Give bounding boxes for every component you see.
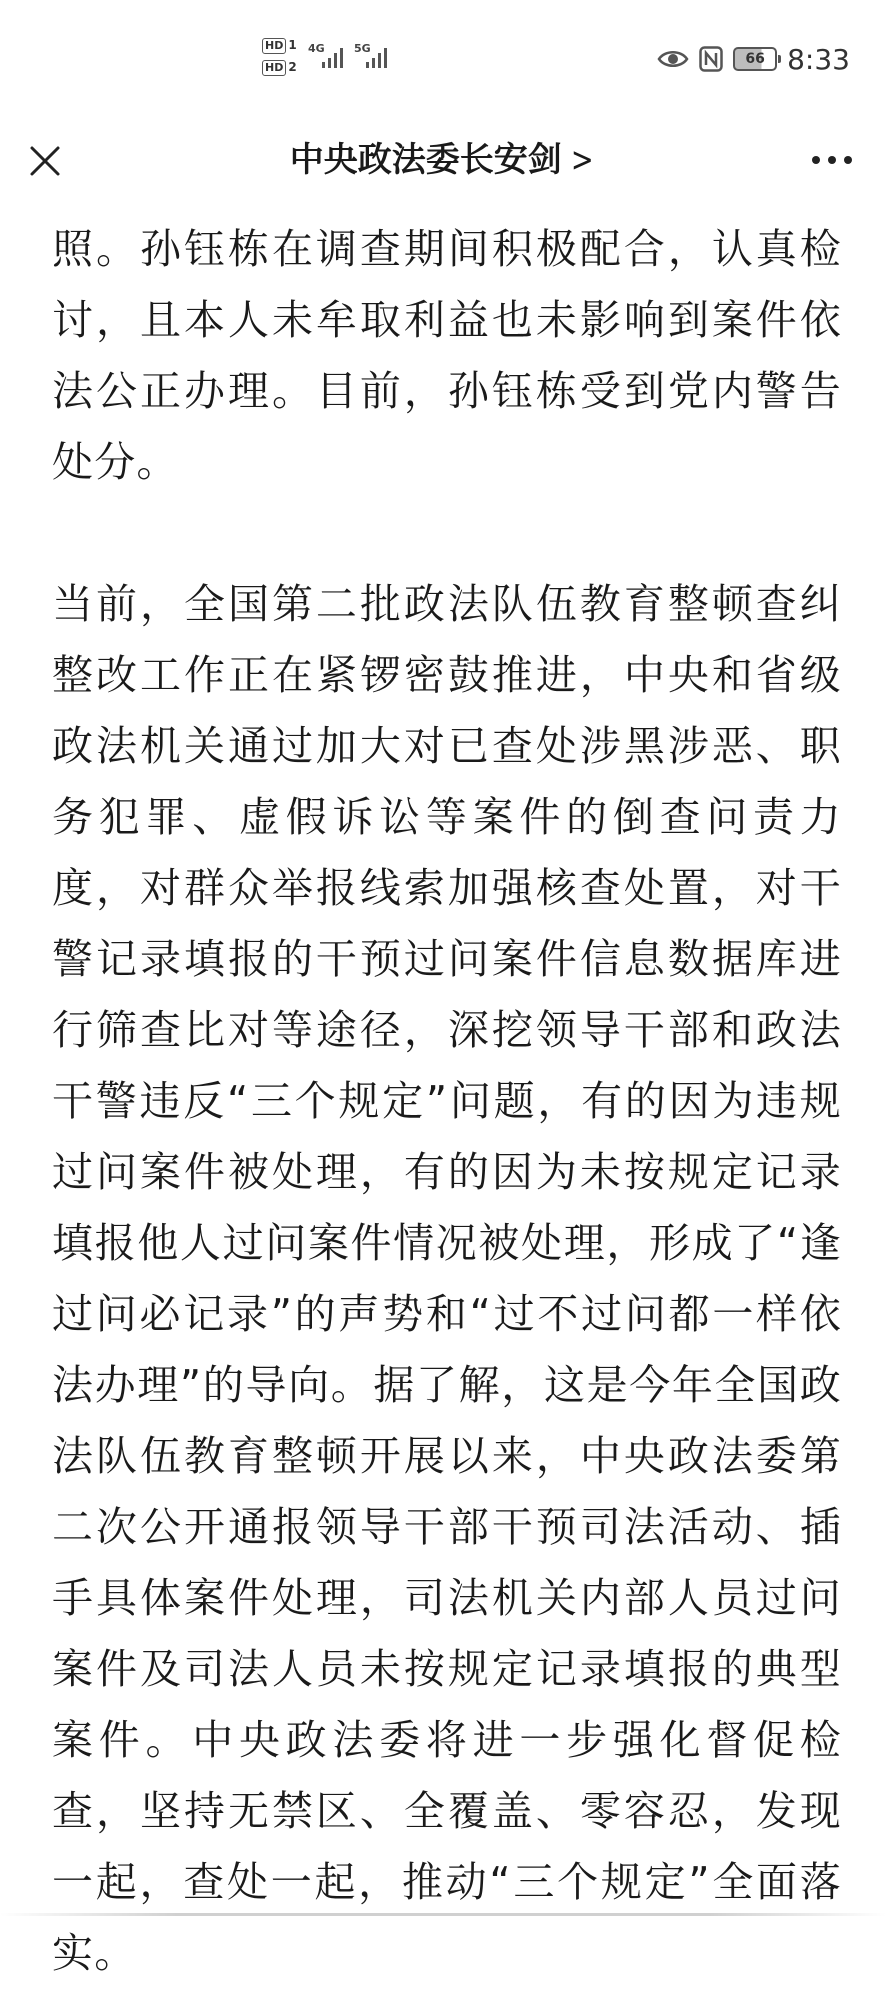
eye-comfort-icon xyxy=(657,48,689,70)
more-dot-icon xyxy=(844,156,852,164)
status-bar xyxy=(0,0,886,110)
account-title-link[interactable] xyxy=(0,138,886,182)
battery-icon xyxy=(733,47,777,71)
signal-strength-1-icon xyxy=(322,46,346,68)
battery-level: 66 xyxy=(745,51,764,67)
page-title: 中央政法委长安剑 xyxy=(290,140,562,180)
nfc-icon xyxy=(699,46,723,72)
nav-bar xyxy=(0,110,886,210)
article-paragraph: 照。孙钰栋在调查期间积极配合，认真检讨，且本人未牟取利益也未影响到案件依法公正办理。目前，孙钰栋受到党内警告处分。 xyxy=(52,214,842,498)
more-options-button[interactable] xyxy=(802,140,862,180)
more-dot-icon xyxy=(812,156,820,164)
clock-time: 8:33 xyxy=(787,43,850,76)
sim2-hd-badge: HD 2 xyxy=(262,60,297,76)
more-dot-icon xyxy=(828,156,836,164)
network1-label: 4G xyxy=(308,42,325,55)
sim-indicators xyxy=(262,38,422,88)
article-paragraph: 当前，全国第二批政法队伍教育整顿查纠整改工作正在紧锣密鼓推进，中央和省级政法机关通过加大对已查处涉黑涉恶、职务犯罪、虚假诉讼等案件的倒查问责力度，对群众举报线索加强核查处置，对干警记录填报的干预过问案件信息数据库进行筛查比对等途径，深挖领导干部和政法干警违反“三个规定”问题，有的因为违规过问案件被处理，有的因为未按规定记录填报他人过问案件情况被处理，形成了“逢过问必记录”的声势和“过不过问都一样依法办理”的导向。据了解，这是今年全国政法队伍教育整顿开展以来，中央政法委第二次公开通报领导干部干预司法活动、插手具体案件处理，司法机关内部人员过问案件及司法人员未按规定记录填报的典型案件。中央政法委将进一步强化督促检查，坚持无禁区、全覆盖、零容忍，发现一起，查处一起，推动“三个规定”全面落实。 xyxy=(52,569,842,1989)
home-indicator[interactable] xyxy=(0,1913,886,1916)
signal-strength-2-icon xyxy=(366,46,390,68)
article-body xyxy=(52,214,842,1989)
status-right-group xyxy=(657,42,850,76)
network2-label: 5G xyxy=(354,42,371,55)
chevron-right-icon: > xyxy=(571,138,594,182)
sim1-hd-badge: HD 1 xyxy=(262,38,297,54)
